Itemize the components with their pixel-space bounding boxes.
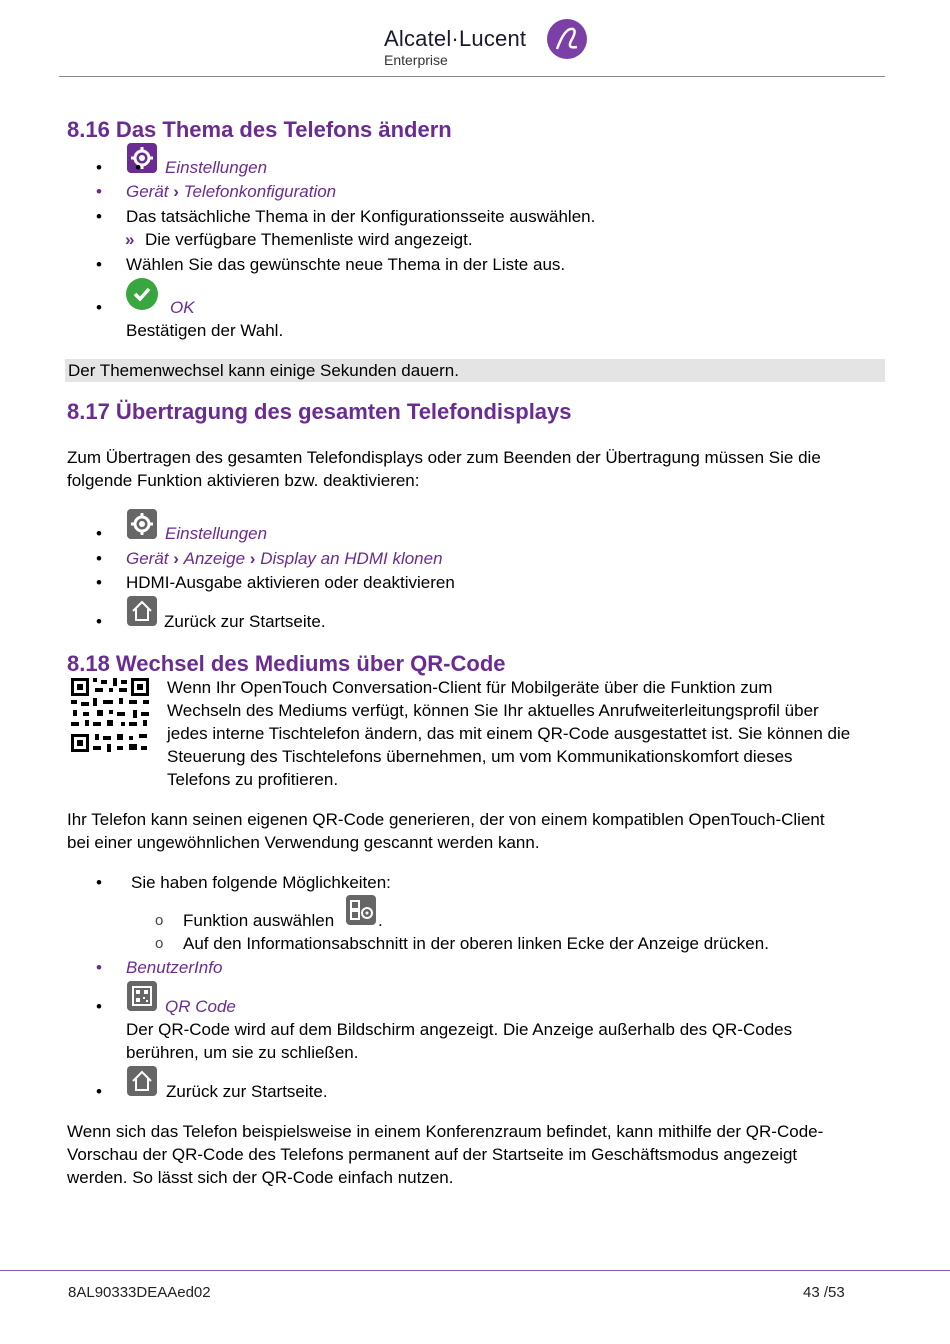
home-icon [127, 596, 157, 626]
brand-sub: Enterprise [384, 52, 448, 68]
bullet-dot: • [96, 298, 102, 317]
brand-logo-icon [547, 19, 587, 59]
s3-intro-1: Wenn Ihr OpenTouch Conversation-Client für Mobilgeräte über die Funktion zum [167, 678, 773, 697]
note-text: Der Themenwechsel kann einige Sekunden dauern. [68, 361, 459, 380]
s2-bullet-settings: Einstellungen [165, 524, 268, 543]
s3-intro-2: Wechseln des Mediums verfügt, können Sie Ihr aktuelles Anrufweiterleitungsprofil über [167, 701, 819, 720]
brand-logo-text: Alcatel·Lucent [384, 26, 527, 51]
s1-ok-desc: Bestätigen der Wahl. [126, 321, 284, 340]
sub-bullet: o [155, 935, 164, 952]
bullet-dot: • [96, 1082, 102, 1101]
s2-intro-2: folgende Funktion aktivieren bzw. deaktivieren: [67, 471, 420, 490]
s2-bullet-3: HDMI-Ausgabe aktivieren oder deaktivieren [126, 573, 455, 592]
bullet-dot: • [96, 158, 102, 177]
s3-p3-2: Vorschau der QR-Code des Telefons permanent auf der Startseite im Geschäftsmodus angezeigt [67, 1145, 798, 1164]
s3-bullet-home: Zurück zur Startseite. [166, 1082, 328, 1101]
path-display: Anzeige [183, 549, 246, 568]
header-divider [59, 76, 885, 77]
s1-result: Die verfügbare Themenliste wird angezeigt. [145, 230, 473, 249]
settings-gear-icon [127, 509, 157, 539]
s3-intro-4: Steuerung des Tischtelefons übernehmen, um vom Kommunikationskomfort dieses [167, 747, 793, 766]
bullet-dot: • [96, 573, 102, 592]
s3-sub-1-end: . [378, 911, 383, 930]
qr-code-icon [127, 981, 157, 1011]
s1-ok-label: OK [170, 298, 195, 317]
bullet-dot: • [96, 524, 102, 543]
section-title-8-16: 8.16 Das Thema des Telefons ändern [67, 117, 452, 142]
s1-path: Gerät › Telefonkonfiguration [126, 182, 337, 201]
bullet-dot: • [96, 612, 102, 631]
footer-doc-id: 8AL90333DEAAed02 [68, 1284, 211, 1301]
home-icon [127, 1066, 157, 1096]
qr-code-image [69, 676, 151, 754]
s3-intro-3: jedes interne Tischtelefon ändern, das mit einem QR-Code ausgestattet ist. Sie können die [167, 724, 851, 743]
s3-sub-2: Auf den Informationsabschnitt in der oberen linken Ecke der Anzeige drücken. [183, 934, 769, 953]
settings-gear-icon [127, 143, 157, 173]
qr-settings-icon [346, 895, 376, 925]
s3-sub-1: Funktion auswählen [183, 911, 335, 930]
ok-check-icon [126, 278, 158, 310]
s3-p3-1: Wenn sich das Telefon beispielsweise in einem Konferenzraum befindet, kann mithilfe der QR-Code- [67, 1122, 824, 1141]
section-title-8-17: 8.17 Übertragung des gesamten Telefondisplays [67, 399, 572, 424]
s2-path: Gerät › Anzeige › Display an HDMI klonen [126, 549, 443, 568]
sub-bullet: o [155, 912, 164, 929]
footer-page-number: 43 /53 [803, 1284, 845, 1301]
bullet-dot: • [96, 958, 102, 977]
bullet-dot: • [96, 207, 102, 226]
s3-bullet-qr: QR Code [165, 997, 236, 1016]
bullet-dot: • [96, 182, 102, 201]
s3-intro-5: Telefons zu profitieren. [167, 770, 339, 789]
path-phone-config: Telefonkonfiguration [183, 182, 337, 201]
section-title-8-18: 8.18 Wechsel des Mediums über QR-Code [67, 651, 506, 676]
s1-result-arrow: » [125, 230, 135, 249]
bullet-dot: • [96, 549, 102, 568]
s3-p2-2: bei einer ungewöhnlichen Verwendung gescannt werden kann. [67, 833, 540, 852]
path-device: Gerät [126, 182, 169, 201]
s3-qr-desc-2: berühren, um sie zu schließen. [126, 1043, 359, 1062]
s3-qr-desc-1: Der QR-Code wird auf dem Bildschirm angezeigt. Die Anzeige außerhalb des QR-Codes [126, 1020, 793, 1039]
s3-bullet-options: Sie haben folgende Möglichkeiten: [131, 873, 391, 892]
s3-p2-1: Ihr Telefon kann seinen eigenen QR-Code generieren, der von einem kompatiblen OpenTouch-Client [67, 810, 825, 829]
path-hdmi: Display an HDMI klonen [260, 549, 443, 568]
bullet-dot: • [96, 873, 102, 892]
path-device: Gerät [126, 549, 169, 568]
s1-bullet-3: Das tatsächliche Thema in der Konfigurationsseite auswählen. [126, 207, 596, 226]
note-box [65, 359, 885, 382]
s3-bullet-userinfo: BenutzerInfo [126, 958, 223, 977]
bullet-dot: • [96, 997, 102, 1016]
s3-p3-3: werden. So lässt sich der QR-Code einfach nutzen. [67, 1168, 454, 1187]
s1-bullet-settings: • Einstellungen [165, 158, 267, 178]
s1-bullet-4: Wählen Sie das gewünschte neue Thema in der Liste aus. [126, 255, 566, 274]
s2-intro-1: Zum Übertragen des gesamten Telefondisplays oder zum Beenden der Übertragung müssen Sie die [67, 448, 821, 467]
s2-bullet-home: Zurück zur Startseite. [164, 612, 326, 631]
bullet-dot: • [96, 255, 102, 274]
footer-divider [0, 1270, 950, 1271]
